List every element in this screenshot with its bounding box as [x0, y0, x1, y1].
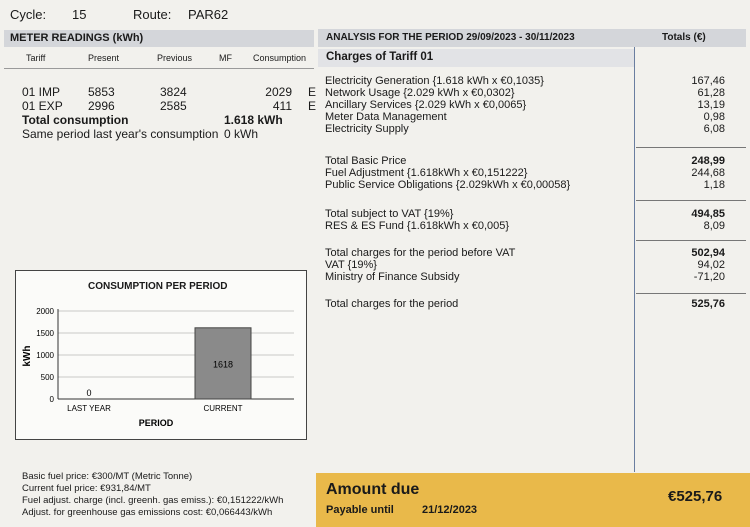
meter-row-consumption: 411 — [272, 99, 292, 113]
charge-value: 0,98 — [703, 111, 725, 123]
fuel-line: Fuel adjust. charge (incl. greenh. gas emiss.): €0,151222/kWh — [22, 495, 284, 506]
y-tick-label: 500 — [40, 373, 54, 382]
charge-value: 248,99 — [691, 155, 725, 167]
charge-label: Network Usage {2.029 kWh x €0,0302} — [325, 87, 515, 99]
charge-value: -71,20 — [693, 271, 725, 283]
charge-label: Public Service Obligations {2.029kWh x €0,00058} — [325, 179, 571, 191]
charges-heading: Charges of Tariff 01 — [326, 51, 434, 63]
charge-label: RES & ES Fund {1.618kWh x €0,005} — [325, 220, 510, 232]
meter-row-consumption: 2029 — [265, 85, 292, 99]
meter-row-flag: E — [308, 99, 317, 113]
consumption-bar-chart — [16, 271, 306, 439]
charge-value: 6,08 — [703, 123, 725, 135]
amount-due-banner — [316, 473, 750, 527]
y-tick-label: 0 — [49, 395, 54, 404]
charge-value: 494,85 — [691, 208, 725, 220]
analysis-title: ANALYSIS FOR THE PERIOD 29/09/2023 - 30/11/2023 — [326, 32, 575, 43]
last-year-consumption-label: Same period last year's consumption — [22, 127, 219, 141]
col-consumption: Consumption — [253, 53, 307, 63]
totals-header: Totals (€) — [662, 32, 706, 43]
totals-separator — [636, 200, 746, 201]
charge-label: Fuel Adjustment {1.618kWh x €0,151222} — [325, 167, 528, 179]
charge-label: Ministry of Finance Subsidy — [325, 271, 460, 283]
last-year-consumption-value: 0 kWh — [224, 127, 259, 141]
x-axis-label: PERIOD — [138, 418, 174, 428]
total-consumption-label: Total consumption — [22, 113, 129, 127]
y-axis-label: kWh — [22, 345, 33, 367]
charge-value: 502,94 — [691, 247, 725, 259]
totals-column-divider — [634, 47, 635, 472]
amount-due-value: €525,76 — [668, 488, 723, 505]
y-tick-label: 1000 — [36, 351, 54, 360]
totals-separator — [636, 293, 746, 294]
charge-value: 1,18 — [703, 179, 725, 191]
grand-total-label: Total charges for the period — [325, 298, 459, 310]
route-value: PAR62 — [188, 7, 229, 22]
x-tick-label: CURRENT — [203, 404, 243, 413]
charge-value: 244,68 — [691, 167, 725, 179]
charge-label: Meter Data Management — [325, 111, 447, 123]
col-mf: MF — [219, 53, 232, 63]
meter-row-tariff: 01 IMP — [22, 85, 61, 99]
meter-readings-title: METER READINGS (kWh) — [10, 32, 144, 44]
payable-until-label: Payable until — [326, 504, 394, 516]
totals-separator — [636, 240, 746, 241]
bar-value-label: 1618 — [212, 359, 234, 370]
col-previous: Previous — [157, 53, 193, 63]
meter-row-present: 5853 — [88, 85, 115, 99]
route-label: Route: — [133, 7, 172, 22]
total-consumption-value: 1.618 kWh — [224, 113, 283, 127]
x-tick-label: LAST YEAR — [67, 404, 111, 413]
charge-value: 94,02 — [697, 259, 725, 271]
charge-value: 167,46 — [691, 75, 725, 87]
fuel-line: Basic fuel price: €300/MT (Metric Tonne) — [22, 471, 193, 482]
fuel-line: Adjust. for greenhouse gas emissions cost: €0,066443/kWh — [22, 507, 273, 518]
meter-row-previous: 2585 — [160, 99, 187, 113]
bar-value-label: 0 — [86, 388, 92, 398]
meter-readings-header — [4, 30, 314, 47]
charge-label: Total Basic Price — [325, 155, 407, 167]
meter-row-tariff: 01 EXP — [22, 99, 63, 113]
amount-due-label: Amount due — [326, 481, 420, 498]
charge-label: Electricity Generation {1.618 kWh x €0,1035} — [325, 75, 544, 87]
charge-value: 61,28 — [697, 87, 725, 99]
charge-label: VAT {19%} — [325, 259, 377, 271]
totals-separator — [636, 147, 746, 148]
meter-row-present: 2996 — [88, 99, 115, 113]
consumption-chart-box — [15, 270, 307, 440]
grand-total-value: 525,76 — [691, 298, 725, 310]
charge-label: Total subject to VAT {19%} — [325, 208, 454, 220]
cycle-label: Cycle: — [10, 7, 47, 22]
chart-title: CONSUMPTION PER PERIOD — [88, 281, 228, 292]
meter-row-previous: 3824 — [160, 85, 187, 99]
fuel-line: Current fuel price: €931,84/MT — [22, 483, 151, 494]
y-tick-label: 2000 — [36, 307, 54, 316]
col-tariff: Tariff — [26, 53, 46, 63]
analysis-header — [318, 29, 746, 47]
charge-label: Electricity Supply — [325, 123, 409, 135]
charge-value: 13,19 — [697, 99, 725, 111]
charges-heading-bar — [318, 49, 634, 67]
charge-label: Total charges for the period before VAT — [325, 247, 516, 259]
charge-value: 8,09 — [703, 220, 725, 232]
meter-row-flag: E — [308, 85, 317, 99]
charge-label: Ancillary Services {2.029 kWh x €0,0065} — [325, 99, 527, 111]
meter-divider — [4, 68, 314, 69]
cycle-value: 15 — [72, 7, 87, 22]
col-present: Present — [88, 53, 120, 63]
payable-until-date: 21/12/2023 — [422, 504, 478, 516]
y-tick-label: 1500 — [36, 329, 54, 338]
